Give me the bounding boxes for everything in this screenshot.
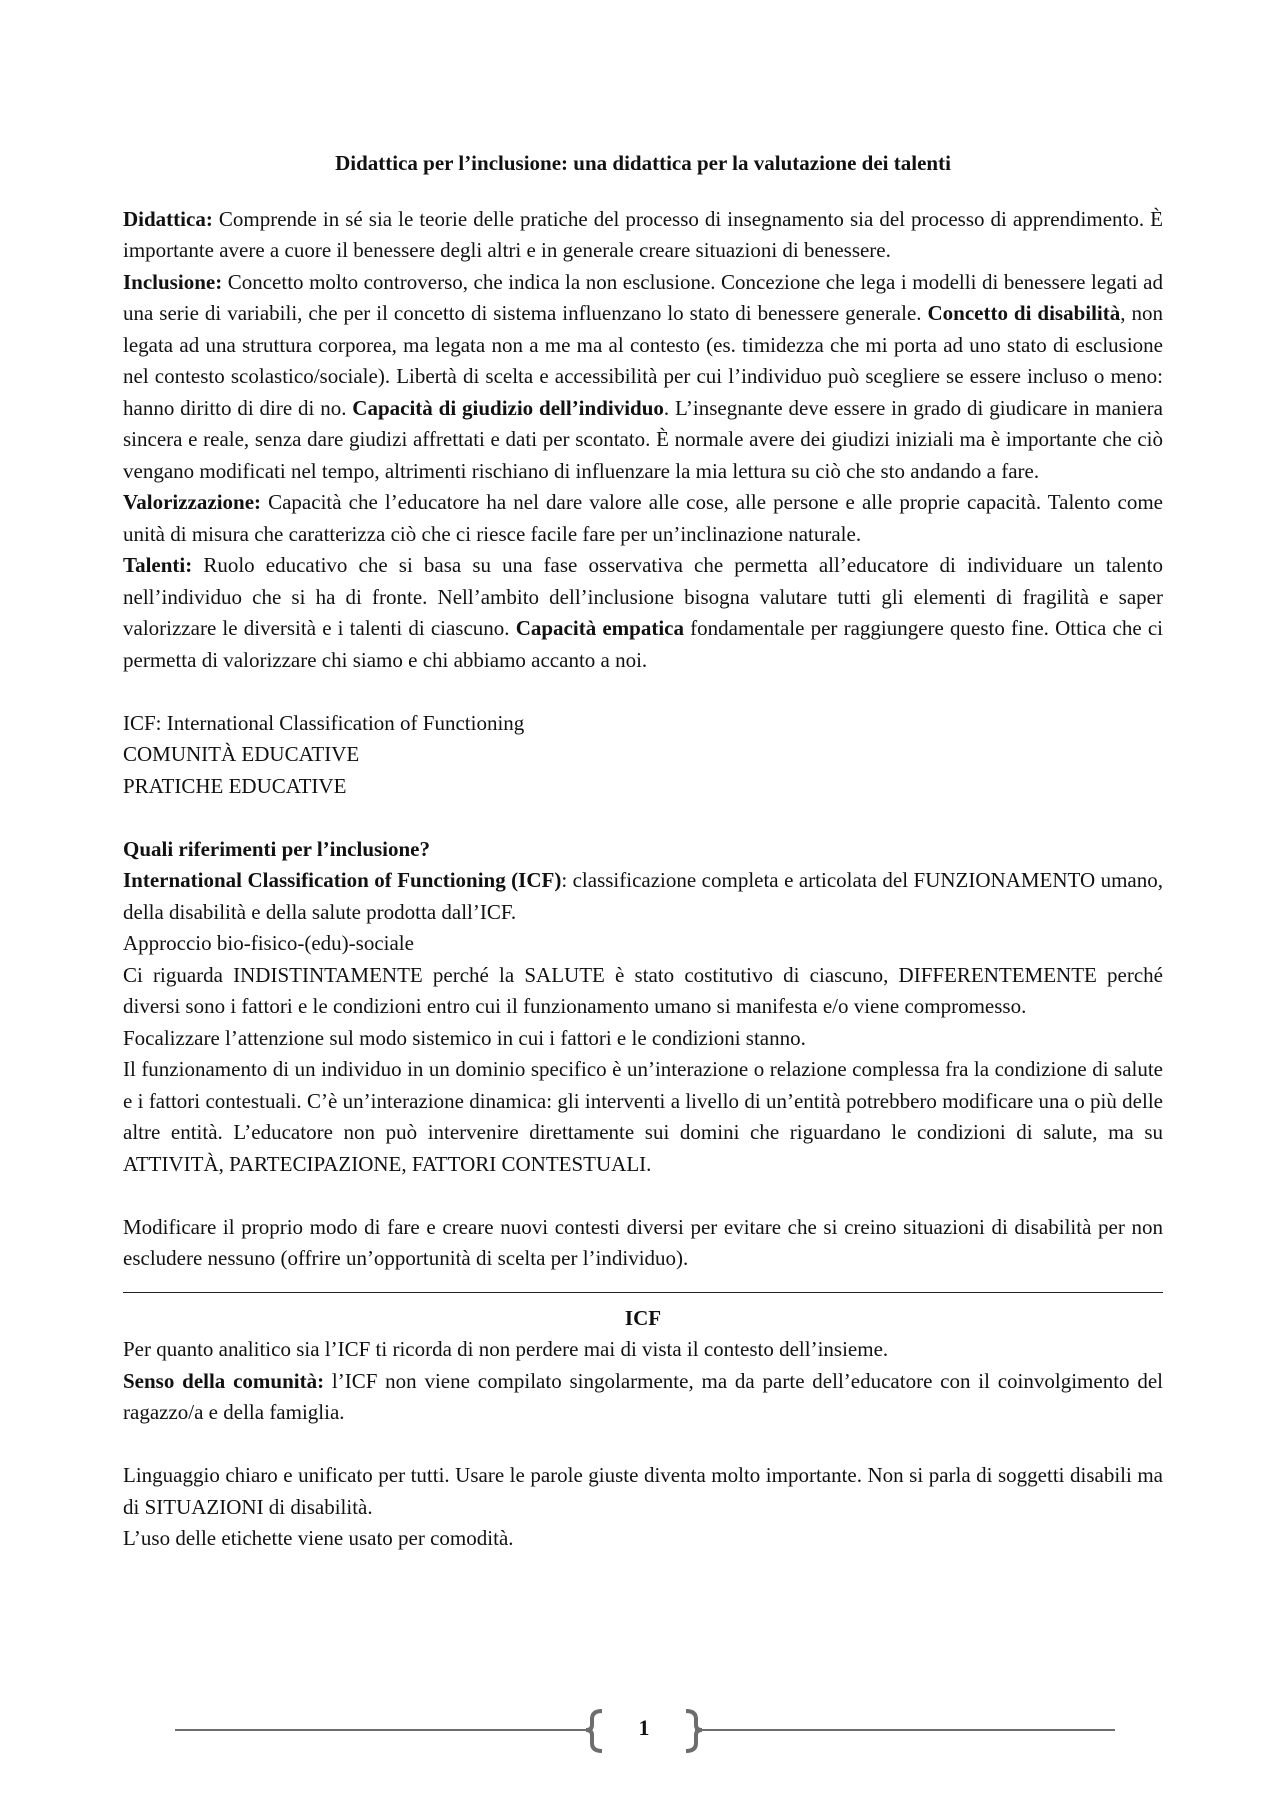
term-concetto-disabilita: Concetto di disabilità <box>927 301 1121 325</box>
term-valorizzazione: Valorizzazione: <box>123 490 262 514</box>
icf-list-item: COMUNITÀ EDUCATIVE <box>123 742 360 766</box>
paragraph-icf-definition: International Classification of Functioning (ICF): classificazione completa e articolata del FUNZIONAMENTO umano, della disabilità e della salute prodotta dall’ICF. <box>123 868 1163 924</box>
paragraph-senso-comunita: Senso della comunità: l’ICF non viene compilato singolarmente, ma da parte dell’educatore con il coinvolgimento del ragazzo/a e della famiglia. <box>123 1368 1163 1424</box>
term-didattica: Didattica: <box>123 206 213 231</box>
page-footer <box>0 1705 1280 1755</box>
term-icf: International Classification of Functioning (ICF) <box>123 868 562 892</box>
term-capacita-giudizio: Capacità di giudizio dell’individuo <box>352 395 664 420</box>
term-senso-comunita: Senso della comunità: <box>123 1368 325 1393</box>
spacer <box>123 1429 1163 1461</box>
section-divider <box>123 1275 1163 1293</box>
spacer <box>123 1180 1163 1212</box>
paragraph-didattica: Didattica: Comprende in sé sia le teorie delle pratiche del processo di insegnamento sia del processo di apprendimento. È importante avere a cuore il benessere degli altri e in generale creare situazioni di benessere. <box>123 206 1163 262</box>
term-capacita-empatica: Capacità empatica <box>515 616 684 640</box>
term-inclusione: Inclusione: <box>123 269 223 294</box>
paragraph-funzionamento: Il funzionamento di un individuo in un dominio specifico è un’interazione o relazione complessa fra la condizione di salute e i fattori contestuali. C’è un’interazione dinamica: gli interventi a livello di un’entità potrebbero modificare una o più delle altre entità. L’educatore non può intervenire direttamente sui domini che riguardano le condizioni di salute, ma su ATTIVITÀ, PARTECIPAZIONE, FATTORI CONTESTUALI. <box>123 1057 1163 1176</box>
icf-list-item: ICF: International Classification of Functioning <box>123 710 525 735</box>
spacer <box>123 676 1163 708</box>
term-talenti: Talenti: <box>123 553 193 577</box>
heading-riferimenti: Quali riferimenti per l’inclusione? <box>123 836 431 861</box>
document-title: Didattica per l’inclusione: una didattica per la valutazione dei talenti <box>335 151 951 175</box>
paragraph-analitico: Per quanto analitico sia l’ICF ti ricorda di non perdere mai di vista il contesto dell’insieme. <box>123 1337 889 1361</box>
paragraph-inclusione: Inclusione: Concetto molto controverso, che indica la non esclusione. Concezione che lega i modelli di benessere legati ad una serie di variabili, che per il concetto di sistema influenzano lo stato di benessere generale. Concetto di disabilità, non legata ad una struttura corporea, ma legata non a me ma al contesto (es. timidezza che mi porta ad uno stato di esclusione nel contesto scolastico/sociale). Libertà di scelta e accessibilità per cui l’individuo può scegliere se essere incluso o meno: hanno diritto di dire di no. Capacità di giudizio dell’individuo. L’insegnante deve essere in grado di giudicare in maniera sincera e reale, senza dare giudizi affrettati e dati per scontato. È normale avere dei giudizi iniziali ma è importante che ciò vengano modificati nel tempo, altrimenti rischiano di influenzare la mia lettura su ciò che sto andando a fare. <box>123 269 1163 483</box>
right-brace-icon <box>686 1711 702 1751</box>
paragraph-talenti: Talenti: Ruolo educativo che si basa su una fase osservativa che permetta all’educatore di individuare un talento nell’individuo che si ha di fronte. Nell’ambito dell’inclusione bisogna valutare tutti gli elementi di fragilità e saper valorizzare le diversità e i talenti di ciascuno. Capacità empatica fondamentale per raggiungere questo fine. Ottica che ci permetta di valorizzare chi siamo e chi abbiamo accanto a noi. <box>123 553 1163 672</box>
paragraph-approccio: Approccio bio-fisico-(edu)-sociale <box>123 931 414 955</box>
paragraph-linguaggio: Linguaggio chiaro e unificato per tutti. Usare le parole giuste diventa molto importante. Non si parla di soggetti disabili ma di SITUAZIONI di disabilità. <box>123 1463 1163 1519</box>
document-body <box>123 148 1163 1555</box>
heading-icf: ICF <box>624 1305 662 1330</box>
icf-list-item: PRATICHE EDUCATIVE <box>123 773 347 798</box>
paragraph-focalizzare: Focalizzare l’attenzione sul modo sistemico in cui i fattori e le condizioni stanno. <box>123 1025 806 1050</box>
page-number: 1 <box>638 1715 650 1740</box>
paragraph-modificare: Modificare il proprio modo di fare e creare nuovi contesti diversi per evitare che si creino situazioni di disabilità per non escludere nessuno (offrire un’opportunità di scelta per l’individuo). <box>123 1214 1163 1270</box>
paragraph-etichette: L’uso delle etichette viene usato per comodità. <box>123 1526 514 1550</box>
paragraph-valorizzazione: Valorizzazione: Capacità che l’educatore ha nel dare valore alle cose, alle persone e alle proprie capacità. Talento come unità di misura che caratterizza ciò che ci riesce facile fare per un’inclinazione naturale. <box>123 490 1163 546</box>
paragraph-riguarda: Ci riguarda INDISTINTAMENTE perché la SALUTE è stato costitutivo di ciascuno, DIFFERENTEMENTE perché diversi sono i fattori e le condizioni entro cui il funzionamento umano si manifesta e/o viene compromesso. <box>123 962 1163 1018</box>
spacer <box>123 802 1163 834</box>
